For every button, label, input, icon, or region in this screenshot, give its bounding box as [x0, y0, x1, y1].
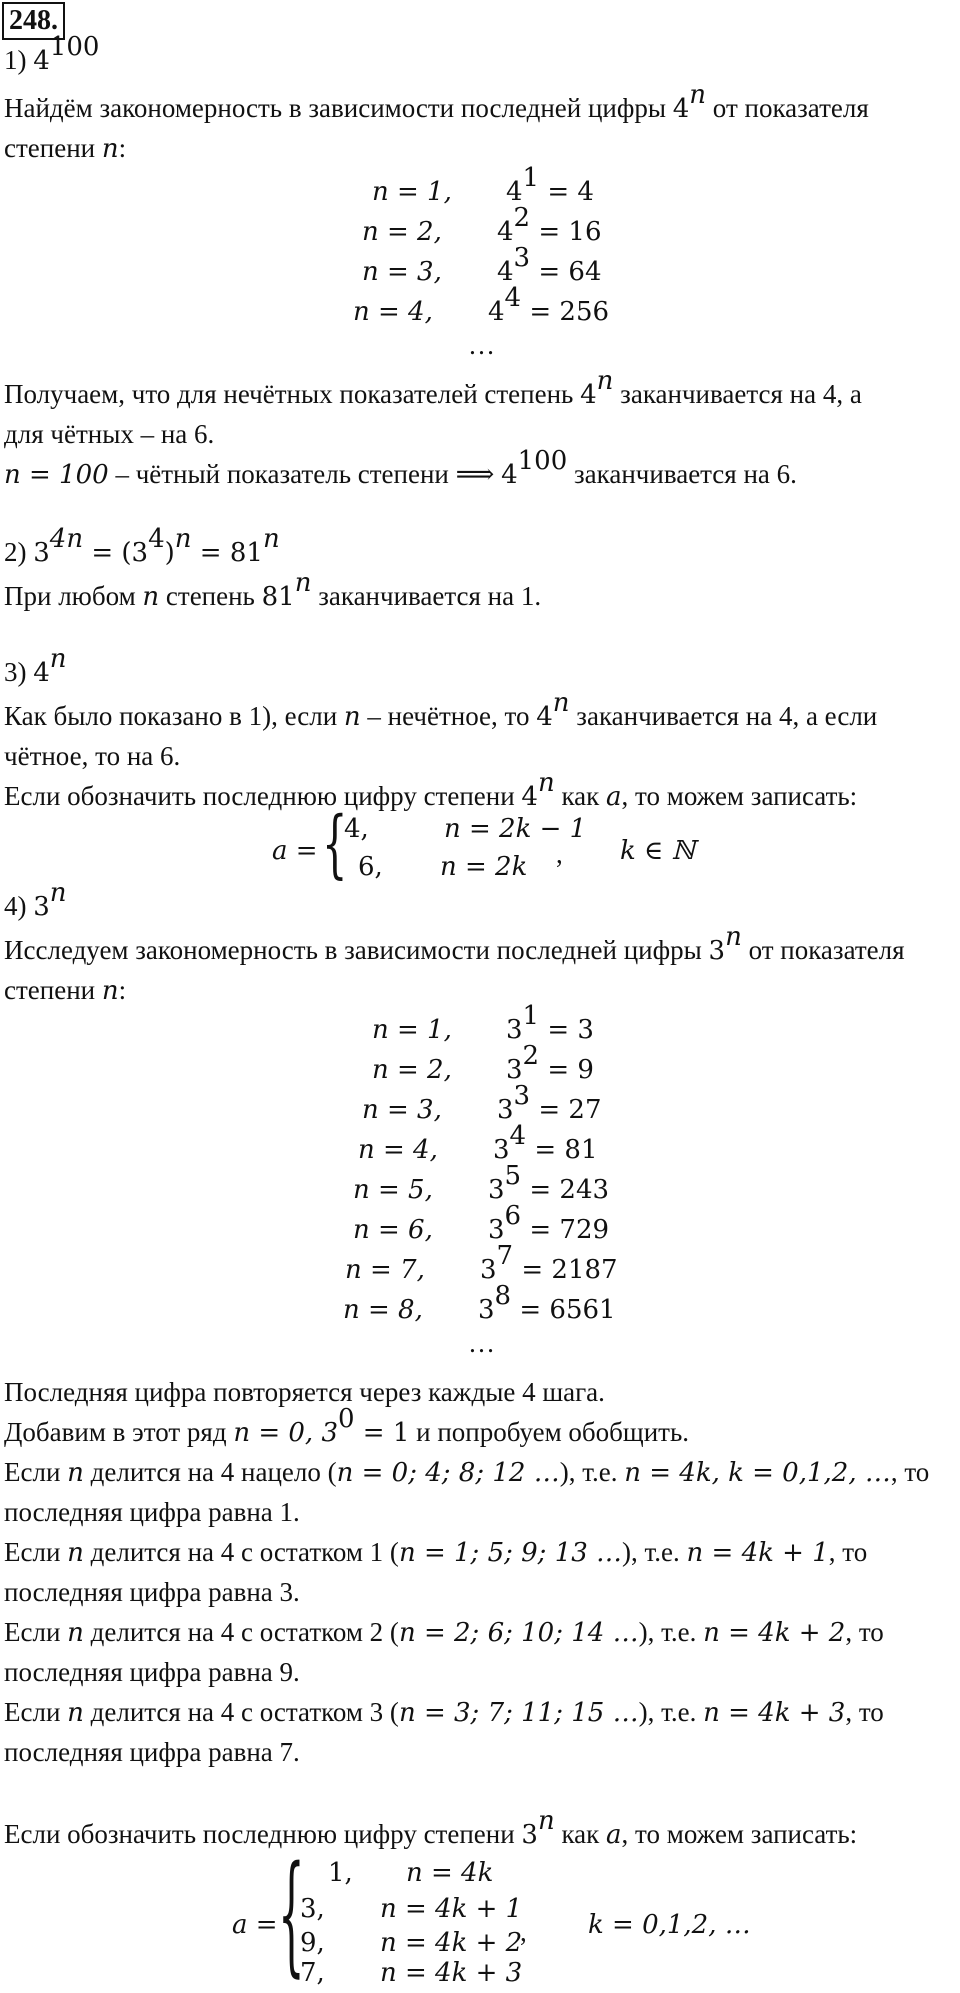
- part4-row-value: $3^7 = 2187$: [480, 1241, 618, 1285]
- part4-heading: 4) 3$^n$: [4, 878, 67, 922]
- part4-system-row: 7,: [300, 1958, 325, 1988]
- part4-ellipsis: …: [468, 1328, 495, 1358]
- case-result: последняя цифра равна 9.: [4, 1657, 300, 1687]
- part4-row: n = 7,: [345, 1255, 425, 1285]
- part1-row-value: $4^2 = 16$: [497, 203, 602, 247]
- part3-system-row: 4,: [344, 814, 369, 844]
- part4-row-value: $3^6 = 729$: [488, 1201, 610, 1245]
- part4-row-value: $3^3 = 27$: [497, 1081, 602, 1125]
- part1-intro-line1: Найдём закономерность в зависимости последней цифры 4$^n$ от показателя: [4, 80, 869, 124]
- part4-final-line: Если обозначить последнюю цифру степени 3$^n$ как a, то можем записать:: [4, 1806, 858, 1850]
- part4-system-comma: ,: [520, 1917, 527, 1947]
- part1-row: n = 3,: [362, 257, 442, 287]
- part4-system-row: 1,: [328, 1858, 353, 1888]
- part3-system-domain: k ∈ ℕ: [620, 836, 696, 866]
- part1-row-value: $4^4 = 256$: [488, 283, 610, 327]
- part4-row: n = 2,: [372, 1055, 452, 1085]
- part4-row: n = 8,: [343, 1295, 423, 1325]
- part1-row-value: $4^1 = 4$: [506, 163, 594, 207]
- part3-heading: 3) 4$^n$: [4, 644, 67, 688]
- part1-intro-line2: степени n:: [4, 133, 127, 164]
- part4-row: n = 1,: [372, 1015, 452, 1045]
- part4-system-cond: n = 4k: [406, 1858, 494, 1888]
- part4-row-value: $3^8 = 6561$: [478, 1281, 616, 1325]
- part3-line3: Если обозначить последнюю цифру степени 4$^n$ как a, то можем записать:: [4, 768, 858, 812]
- part4-system-row: 9,: [300, 1928, 325, 1958]
- part2-text: При любом n степень 81$^n$ заканчивается на 1.: [4, 568, 542, 612]
- part1-row: n = 1,: [372, 177, 452, 207]
- part4-row-value: $3^2 = 9$: [506, 1041, 594, 1085]
- part3-line1: Как было показано в 1), если n – нечётное, то 4$^n$ заканчивается на 4, а если: [4, 688, 878, 732]
- part2-heading: 2) $3^{4n} = (3^4)^n = 81^n$: [4, 524, 280, 568]
- part4-intro-line1: Исследуем закономерность в зависимости последней цифры 3$^n$ от показателя: [4, 922, 905, 966]
- part3-system-comma: ,: [556, 839, 563, 869]
- case-result: последняя цифра равна 3.: [4, 1577, 300, 1607]
- part1-row: n = 4,: [353, 297, 433, 327]
- part4-row-value: $3^4 = 81$: [493, 1121, 598, 1165]
- problem-number: 248.: [2, 2, 65, 40]
- part1-conclusion-line3: n = 100 – чётный показатель степени ⟹ $4^{100}$ заканчивается на 6.: [4, 446, 797, 490]
- part1-row: n = 2,: [362, 217, 442, 247]
- part4-row-value: $3^1 = 3$: [506, 1001, 594, 1045]
- part4-row: n = 5,: [353, 1175, 433, 1205]
- left-brace-icon: {: [278, 1837, 305, 1990]
- part3-system-cond: n = 2k: [440, 852, 528, 882]
- part1-heading: 1) $4^{100}$: [4, 32, 100, 76]
- part4-intro-line2: степени n:: [4, 975, 127, 1006]
- part4-system-cond: n = 4k + 3: [380, 1958, 523, 1988]
- part4-system-lhs: a =: [232, 1910, 278, 1940]
- part1-conclusion-line2: для чётных – на 6.: [4, 419, 215, 449]
- left-brace-icon: {: [322, 802, 348, 888]
- part3-system-cond: n = 2k − 1: [444, 814, 587, 844]
- part1-conclusion-line1: Получаем, что для нечётных показателей степень 4$^n$ заканчивается на 4, а: [4, 366, 862, 410]
- part1-ellipsis: …: [468, 330, 495, 360]
- part4-paragraph2: Добавим в этот ряд n = 0, $3^0 = 1$ и попробуем обобщить.: [4, 1404, 690, 1448]
- case-line: Если n делится на 4 с остатком 3 (n = 3; 7; 11; 15 …), т.е. n = 4k + 3, то: [4, 1697, 884, 1728]
- part4-row-value: $3^5 = 243$: [488, 1161, 610, 1205]
- part3-system-lhs: a =: [272, 836, 318, 866]
- part4-paragraph1: Последняя цифра повторяется через каждые 4 шага.: [4, 1377, 605, 1407]
- part4-system-cond: n = 4k + 1: [380, 1894, 523, 1924]
- case-result: последняя цифра равна 1.: [4, 1497, 300, 1527]
- case-line: Если n делится на 4 с остатком 1 (n = 1; 5; 9; 13 …), т.е. n = 4k + 1, то: [4, 1537, 868, 1568]
- case-line: Если n делится на 4 нацело (n = 0; 4; 8; 12 …), т.е. n = 4k, k = 0,1,2, …, то: [4, 1457, 930, 1488]
- part4-row: n = 3,: [362, 1095, 442, 1125]
- case-result: последняя цифра равна 7.: [4, 1737, 300, 1767]
- part4-system-domain: k = 0,1,2, …: [588, 1910, 751, 1940]
- case-line: Если n делится на 4 с остатком 2 (n = 2; 6; 10; 14 …), т.е. n = 4k + 2, то: [4, 1617, 884, 1648]
- part4-row: n = 6,: [353, 1215, 433, 1245]
- part1-row-value: $4^3 = 64$: [497, 243, 602, 287]
- part4-row: n = 4,: [358, 1135, 438, 1165]
- part4-system-cond: n = 4k + 2: [380, 1928, 523, 1958]
- part4-system-row: 3,: [300, 1894, 325, 1924]
- part3-system-row: 6,: [358, 852, 383, 882]
- part3-line2: чётное, то на 6.: [4, 741, 181, 771]
